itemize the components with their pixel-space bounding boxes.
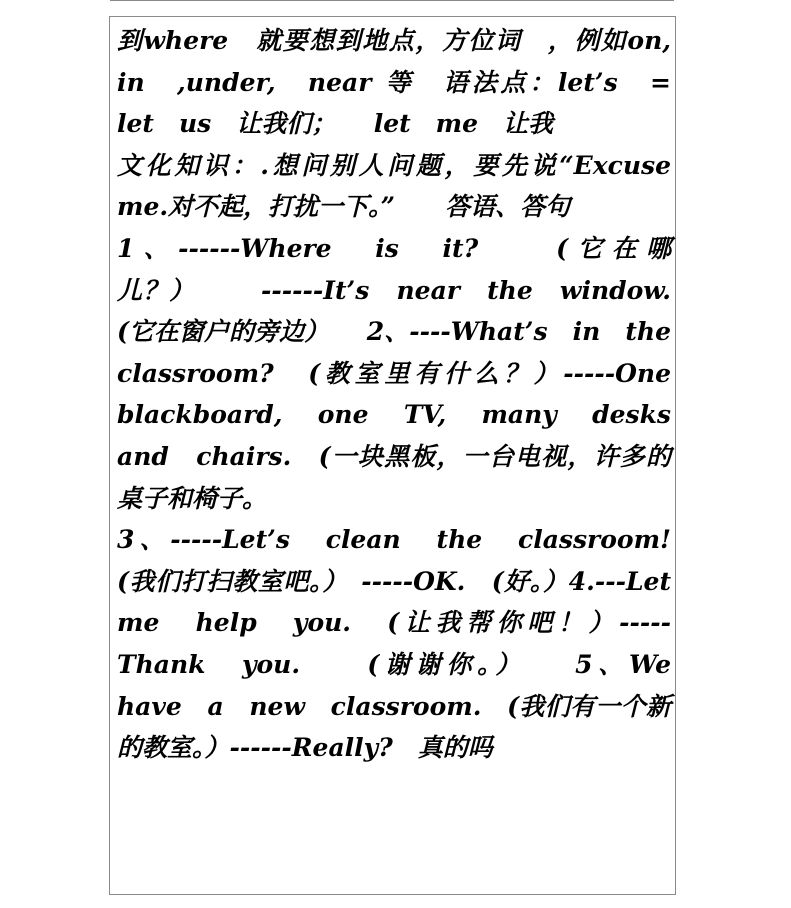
paragraph-dialogues-3-5: 3、-----Let’s clean the classroom! (我们打扫教室吧。） -----OK. (好。）4.---Let me help you. (让我帮你吧！）-----Thank you. (谢谢你。） 5、We have a new classroom. (我们有一个新的教室。）------Really? 真的吗: [117, 525, 697, 763]
document-body: [117, 20, 697, 769]
paragraph-culture: 文化知识：.想问别人问题，要先说“Excuse me.对不起，打扰一下。” 答语、答句: [117, 150, 671, 222]
top-rule: [110, 0, 674, 1]
paragraph-grammar: 到where 就要想到地点，方位词 ，例如on, in ,under, near 等 语法点：let’s = let us 让我们； let me 让我: [117, 26, 697, 139]
paragraph-dialogues-1-2: 1、------Where is it? (它在哪儿？） ------It’s near the window. (它在窗户的旁边） 2、----What’s in the classroom? (教室里有什么？）-----One blackboard, one TV, many desks and chairs. (一块黑板，一台电视，许多的桌子和椅子。: [117, 233, 697, 513]
